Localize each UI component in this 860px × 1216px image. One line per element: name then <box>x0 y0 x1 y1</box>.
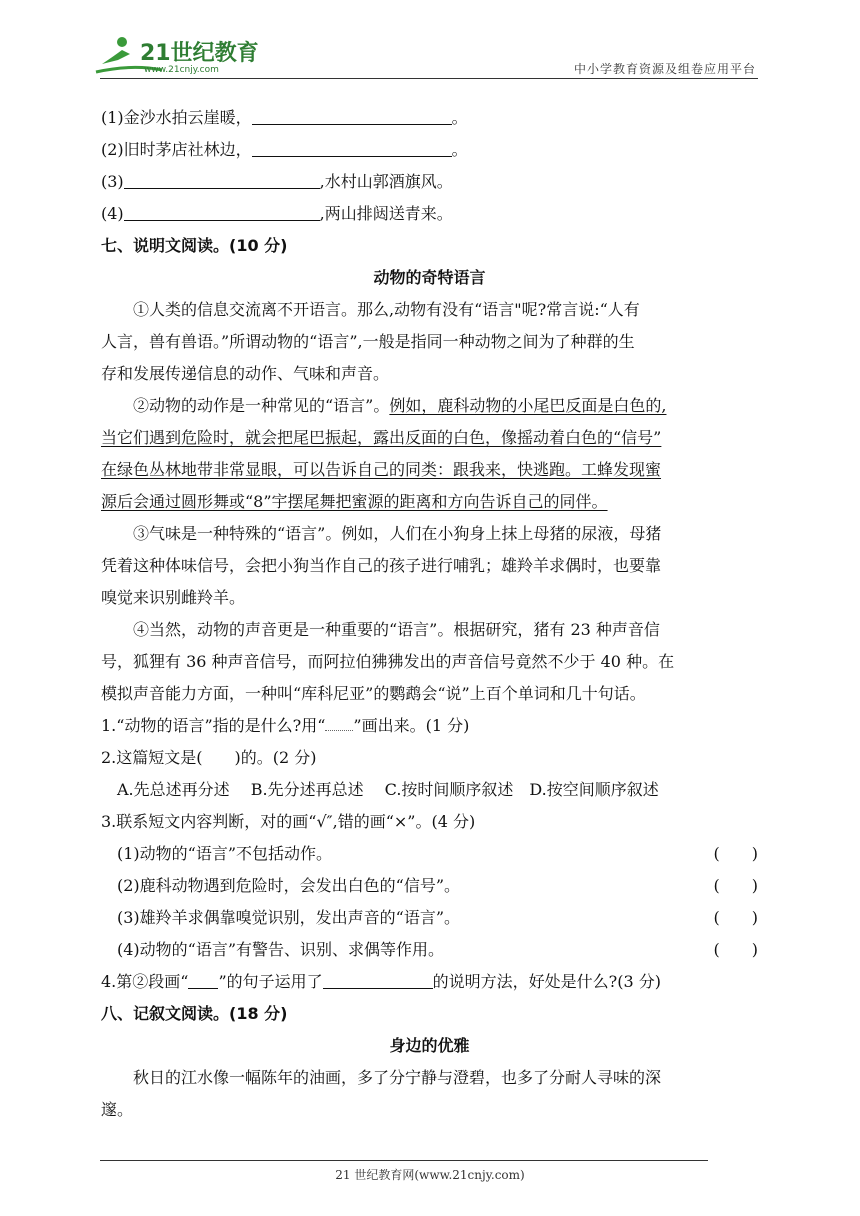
s7-p4-l1: ④当然，动物的声音更是一种重要的“语言”。根据研究，猪有 23 种声音信 <box>133 620 660 639</box>
answer-blank[interactable] <box>252 108 452 125</box>
s7-p2-l3: 在绿色丛林地带非常显眼，可以告诉自己的同类：跟我来，快逃跑。工蜂发现蜜 <box>101 460 662 479</box>
footer-text: 21 世纪教育网(www.21cnjy.com) <box>335 1168 525 1182</box>
poem-q2 <box>101 140 758 160</box>
s7-q1b: ”画出来。(1 分) <box>353 716 470 735</box>
poem-q2-suffix: 。 <box>451 140 468 159</box>
s7-q3-item <box>117 876 758 896</box>
s7-q4a: 4.第②段画“ <box>101 972 189 991</box>
s7-question-4 <box>101 972 758 992</box>
s7-p3-l1: ③气味是一种特殊的“语言”。例如，人们在小狗身上抹上母猪的尿液，母猪 <box>133 524 662 543</box>
s7-question-2-options: A.先总述再分述 B.先分述再总述 C.按时间顺序叙述 D.按空间顺序叙述 <box>117 780 659 799</box>
site-logo <box>92 34 272 78</box>
poem-q4-prefix: (4) <box>101 204 124 223</box>
poem-q3-suffix: ,水村山郭酒旗风。 <box>319 172 453 191</box>
header-divider <box>100 78 758 79</box>
answer-paren[interactable]: ( ) <box>713 908 758 927</box>
s7-p2-l1a: ②动物的动作是一种常见的“语言”。 <box>133 396 390 415</box>
s8-p1-l2: 邃。 <box>101 1100 134 1119</box>
s7-q3-item-text: (1)动物的“语言”不包括动作。 <box>117 844 333 863</box>
answer-paren[interactable]: ( ) <box>713 940 758 959</box>
s7-p1-l3: 存和发展传递信息的动作、气味和声音。 <box>101 364 390 383</box>
answer-paren[interactable]: ( ) <box>713 844 758 863</box>
s7-q3-item-text: (3)雄羚羊求偶靠嗅觉识别，发出声音的“语言”。 <box>117 908 461 927</box>
s7-p2-l1 <box>101 396 758 416</box>
s7-p2-l4 <box>101 492 758 512</box>
s7-q4b: ”的句子运用了 <box>218 972 323 991</box>
s7-p1-l2: 人言，兽有兽语。”所谓动物的“语言”,一般是指同一种动物之间为了种群的生 <box>101 332 635 351</box>
poem-q2-prefix: (2)旧时茅店社林边， <box>101 140 252 159</box>
poem-q3 <box>101 172 758 192</box>
s7-p4-l3: 模拟声音能力方面，一种叫“库科尼亚”的鹦鹉会“说”上百个单词和几十句话。 <box>101 684 646 703</box>
underline-mark <box>188 972 218 989</box>
section7-heading: 七、说明文阅读。(10 分) <box>101 236 288 255</box>
logo-url: www.21cnjy.com <box>144 65 219 75</box>
wavy-underline-mark <box>325 716 353 731</box>
s7-p2-l2: 当它们遇到危险时，就会把尾巴振起，露出反面的白色，像摇动着白色的“信号” <box>101 428 662 447</box>
s7-q3-item-text: (4)动物的“语言”有警告、识别、求偶等作用。 <box>117 940 445 959</box>
s7-p1-l1: ①人类的信息交流离不开语言。那么,动物有没有“语言"呢?常言说:“人有 <box>133 300 640 319</box>
s7-question-2: 2.这篇短文是( )的。(2 分) <box>101 748 317 767</box>
section7-title: 动物的奇特语言 <box>373 268 486 287</box>
answer-blank[interactable] <box>323 972 433 989</box>
s7-q3-item-text: (2)鹿科动物遇到危险时，会发出白色的“信号”。 <box>117 876 461 895</box>
poem-q4-suffix: ,两山排闼送青来。 <box>319 204 453 223</box>
s7-q3-item <box>117 940 758 960</box>
answer-blank[interactable] <box>124 204 320 221</box>
s7-q3-item <box>117 844 758 864</box>
s7-q4c: 的说明方法，好处是什么?(3 分) <box>432 972 661 991</box>
poem-q1 <box>101 108 758 128</box>
poem-q1-suffix: 。 <box>451 108 468 127</box>
logo-text: 21世纪教育 <box>140 41 259 66</box>
poem-q4 <box>101 204 758 224</box>
footer-divider <box>100 1160 708 1161</box>
s7-p3-l2: 凭着这种体味信号，会把小狗当作自己的孩子进行哺乳；雄羚羊求偶时，也要靠 <box>101 556 662 575</box>
s7-p2-l4-text: 源后会通过圆形舞或“8”宇摆尾舞把蜜源的距离和方向告诉自己的同伴。 <box>101 492 608 511</box>
section8-title: 身边的优雅 <box>389 1036 470 1055</box>
s7-question-1 <box>101 716 758 736</box>
section8-heading: 八、记叙文阅读。(18 分) <box>101 1004 288 1023</box>
poem-q1-prefix: (1)金沙水拍云崖暖， <box>101 108 252 127</box>
answer-paren[interactable]: ( ) <box>713 876 758 895</box>
header-platform-text: 中小学教育资源及组卷应用平台 <box>573 62 756 76</box>
s7-p4-l2: 号，狐狸有 36 种声音信号，而阿拉伯狒狒发出的声音信号竟然不少于 40 种。在 <box>101 652 675 671</box>
s7-q1a: 1.“动物的语言”指的是什么?用“ <box>101 716 326 735</box>
s7-question-3: 3.联系短文内容判断，对的画“√″,错的画“×”。(4 分) <box>101 812 476 831</box>
s7-q3-item <box>117 908 758 928</box>
s7-p2-l1b: 例如，鹿科动物的小尾巴反面是白色的, <box>389 396 667 415</box>
s7-p3-l3: 嗅觉来识别雌羚羊。 <box>101 588 246 607</box>
answer-blank[interactable] <box>124 172 320 189</box>
answer-blank[interactable] <box>252 140 452 157</box>
poem-q3-prefix: (3) <box>101 172 124 191</box>
s8-p1-l1: 秋日的江水像一幅陈年的油画，多了分宁静与澄碧，也多了分耐人寻味的深 <box>133 1068 662 1087</box>
